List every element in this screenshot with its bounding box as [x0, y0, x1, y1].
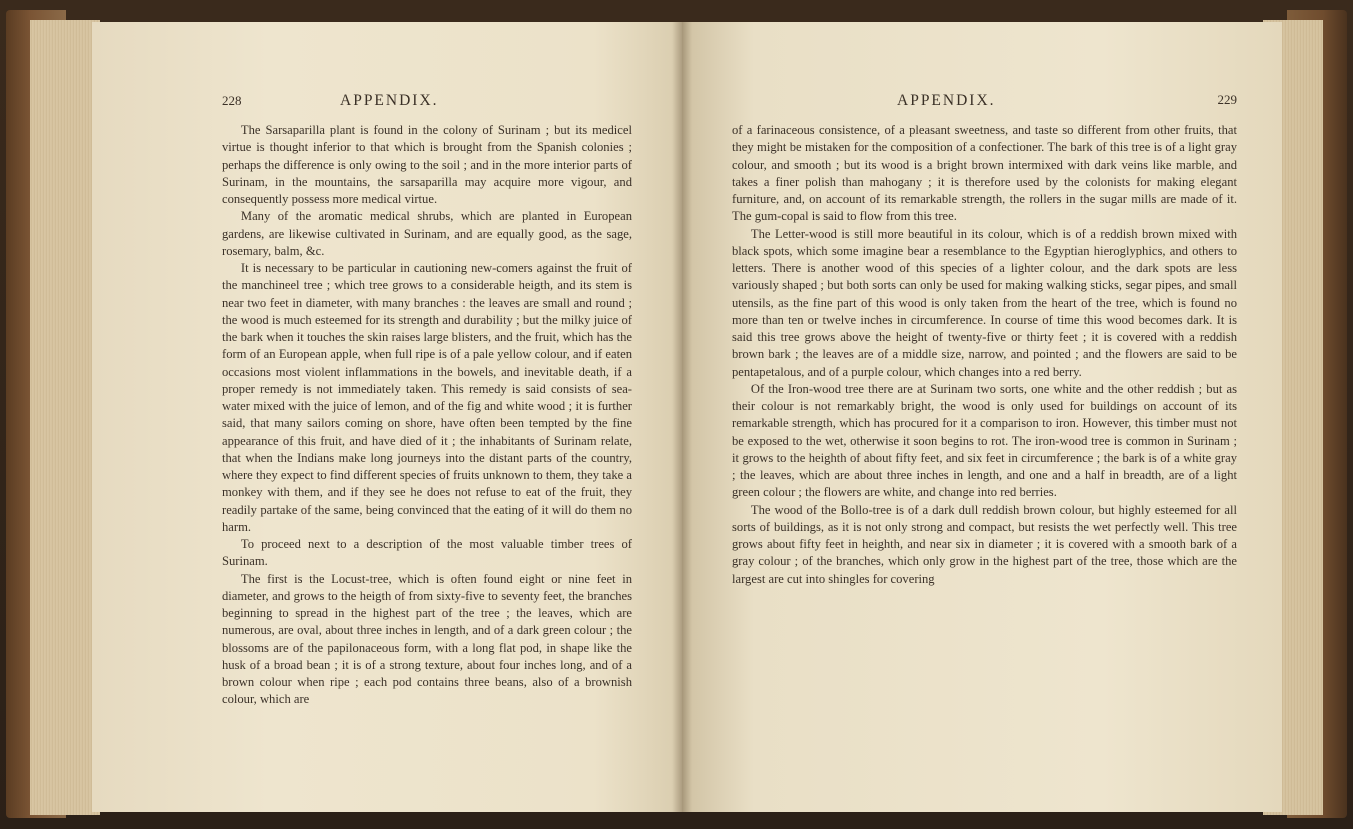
paragraph: The wood of the Bollo-tree is of a dark dull reddish brown colour, but highly esteemed for all sorts of buildings, as it is not only strong and compact, but resists the wet perfectly well. This tree grows about fifty feet in heighth, and near six in diameter ; it is covered with a smooth bark of a gray colour ; of the branches, which only grow in the highest part of the tree, those which are the largest are cut into shingles for covering	[732, 502, 1237, 586]
paragraph: The Sarsaparilla plant is found in the colony of Surinam ; but its medicel virtue is thought inferior to that which is brought from the Spanish colonies ; perhaps the difference is only owing to the soil ; and in the more interior parts of Surinam, in the mountains, the sarsaparilla may acquire more vigour, and consequently possess more medical virtue.	[222, 123, 632, 206]
paragraph: Of the Iron-wood tree there are at Surinam two sorts, one white and the other reddish ; but as their colour is not remarkably bright, the wood is only used for buildings on account of its remarkable strength, which has procured for it a comparison to iron. However, this timber must not be exposed to the wet, otherwise it soon begins to rot. The iron-wood tree is common in Surinam ; it grows to the heighth of about fifty feet, and six feet in circumference ; the bark is of a white gray ; the leaves, which are about three inches in length, and one and a half in breadth, are of a light green colour ; the flowers are white, and change into red berries.	[732, 381, 1237, 500]
page-edges-left	[30, 20, 100, 815]
paragraph: of a farinaceous consistence, of a pleasant sweetness, and taste so different from other fruits, that they might be mistaken for the composition of a confectioner. The bark of this tree is of a light gray colour, and smooth ; but its wood is a bright brown intermixed with dark veins like marble, and takes a finer polish than mahogany ; it is therefore used by the colonists for making elegant furniture, and, on account of its remarkable strength, the rollers in the sugar mills are made of it. The gum-copal is said to flow from this tree.	[732, 123, 1237, 224]
left-page-header	[222, 92, 472, 114]
paragraph: To proceed next to a description of the most valuable timber trees of Surinam.	[222, 537, 632, 569]
paragraph: The Letter-wood is still more beautiful in its colour, which is of a reddish brown mixed with black spots, which some imagine bear a resemblance to the Egyptian hieroglyphics, and others to letters. There is another wood of this species of a lighter colour, and the dark spots are less variously shaped ; but both sorts can only be used for making walking sticks, segar pipes, and small utensils, as the fine part of this wood is only taken from the heart of the tree, which is found no more than ten or twelve inches in circumference. In course of time this wood becomes dark. It is said this tree grows above the height of twenty-five or thirty feet ; it is covered with a reddish brown bark ; the leaves are of a middle size, narrow, and pointed ; and the flowers are said to be pentapetalous, and of a purple colour, which changes into a red berry.	[732, 226, 1237, 379]
right-page-body	[732, 122, 1237, 588]
left-running-head: APPENDIX.	[340, 92, 439, 109]
paragraph: It is necessary to be particular in cautioning new-comers against the fruit of the manchineel tree ; which tree grows to a considerable heigth, and its stem is near two feet in diameter, with many branches : the leaves are small and round ; the wood is much esteemed for its strength and durability ; but the milky juice of the bark when it touches the skin raises large blisters, and the fruit, which has the form of an European apple, when full ripe is of a pale yellow colour, and if eaten occasions most violent inflammations in the bowels, and inevitable death, if a proper remedy is not immediately taken. This remedy is said consists of sea-water mixed with the juice of lemon, and of the fig and white wood ; it is further said, that many sailors coming on shore, have often been tempted by the fine appearance of this fruit, and have died of it ; the inhabitants of Surinam relate, that when the Indians make long journeys into the distant parts of the country, where they expect to find different species of fruits unknown to them, they take a monkey with them, and if they see he does not refuse to eat of the fruit, they readily partake of the same, being convinced that the eating of it will do them no harm.	[222, 261, 632, 534]
book-gutter	[672, 22, 692, 812]
left-page-body	[222, 122, 632, 709]
paragraph: Many of the aromatic medical shrubs, which are planted in European gardens, are likewise cultivated in Surinam, and are equally good, as the sage, rosemary, balm, &c.	[222, 209, 632, 258]
left-page-number: 228	[222, 93, 242, 108]
paragraph: The first is the Locust-tree, which is often found eight or nine feet in diameter, and grows to the heigth of from sixty-five to seventy feet, the branches beginning to spread in the highest part of the tree ; the leaves, which are numerous, are oval, about three inches in length, and of a dark green colour ; the blossoms are of the papilonaceous form, with a long flat pod, in shape like the husk of a broad bean ; it is of a strong texture, about four inches long, and of a brown colour when ripe ; each pod contains three beans, also of a brownish colour, which are	[222, 571, 632, 707]
right-running-head: APPENDIX.	[897, 92, 996, 109]
right-page-number: 229	[1217, 92, 1237, 107]
right-page-header	[732, 92, 1237, 114]
